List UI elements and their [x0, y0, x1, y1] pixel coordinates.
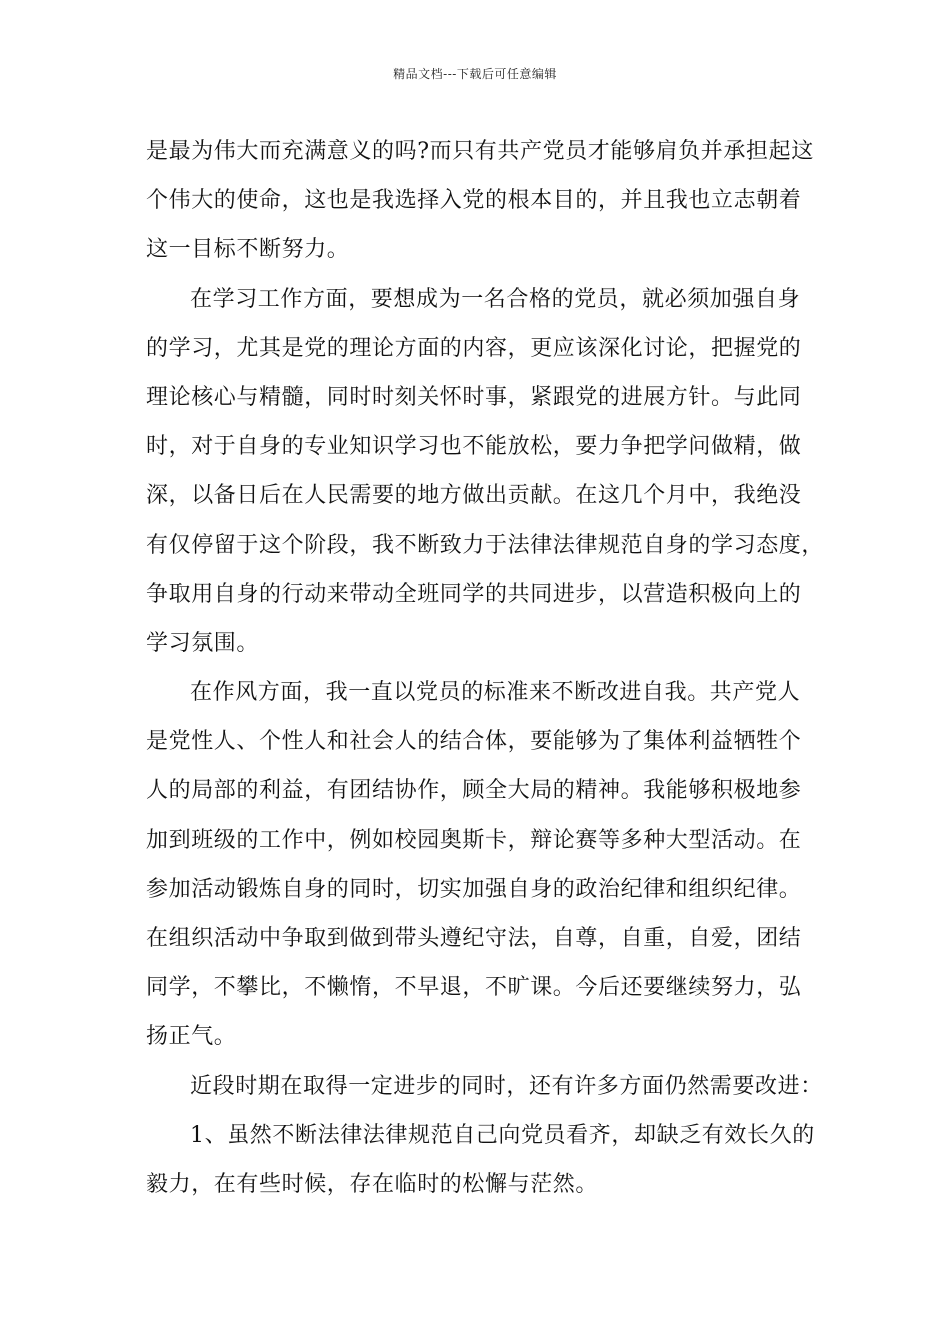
text-line: 毅力，在有些时候，存在临时的松懈与茫然。 [146, 1171, 599, 1197]
text-line: 深，以备日后在人民需要的地方做出贡献。在这几个月中，我绝没 [146, 483, 802, 509]
text-line: 参加活动锻炼自身的同时，切实加强自身的政治纪律和组织纪律。 [146, 876, 802, 902]
document-body [146, 127, 826, 1209]
paragraph-start-line: 近段时期在取得一定进步的同时，还有许多方面仍然需要改进： [190, 1073, 823, 1099]
text-line: 个伟大的使命，这也是我选择入党的根本目的，并且我也立志朝着 [146, 188, 802, 214]
paragraph-start-line: 1、虽然不断法律法律规范自己向党员看齐，却缺乏有效长久的 [190, 1122, 815, 1148]
text-line: 在组织活动中争取到做到带头遵纪守法，自尊，自重，自爱，团结 [146, 926, 802, 951]
text-line: 加到班级的工作中，例如校园奥斯卡，辩论赛等多种大型活动。在 [146, 827, 802, 853]
text-line: 理论核心与精髓，同时时刻关怀时事，紧跟党的进展方针。与此同 [146, 384, 802, 410]
text-line: 同学，不攀比，不懒惰，不早退，不旷课。今后还要继续努力，弘 [146, 975, 802, 1001]
text-line: 的学习，尤其是党的理论方面的内容，更应该深化讨论，把握党的 [146, 335, 802, 361]
text-line: 是最为伟大而充满意义的吗?而只有共产党员才能够肩负并承担起这 [146, 139, 814, 164]
text-line: 时，对于自身的专业知识学习也不能放松，要力争把学问做精，做 [146, 434, 802, 460]
paragraph-start-line: 在作风方面，我一直以党员的标准来不断改进自我。共产党人 [190, 680, 801, 706]
text-line: 争取用自身的行动来带动全班同学的共同进步，以营造积极向上的 [146, 581, 802, 607]
text-line: 是党性人、个性人和社会人的结合体，要能够为了集体利益牺牲个 [146, 729, 802, 755]
paragraph-start-line: 在学习工作方面，要想成为一名合格的党员，就必须加强自身 [190, 286, 801, 312]
text-line: 学习氛围。 [146, 630, 260, 656]
page-header: 精品文档---下载后可任意编辑 [393, 67, 557, 81]
text-line: 这一目标不断努力。 [146, 237, 350, 263]
text-line: 有仅停留于这个阶段，我不断致力于法律法律规范自身的学习态度， [146, 532, 825, 558]
text-line: 扬正气。 [146, 1024, 237, 1050]
text-line: 人的局部的利益，有团结协作，顾全大局的精神。我能够积极地参 [146, 778, 802, 804]
